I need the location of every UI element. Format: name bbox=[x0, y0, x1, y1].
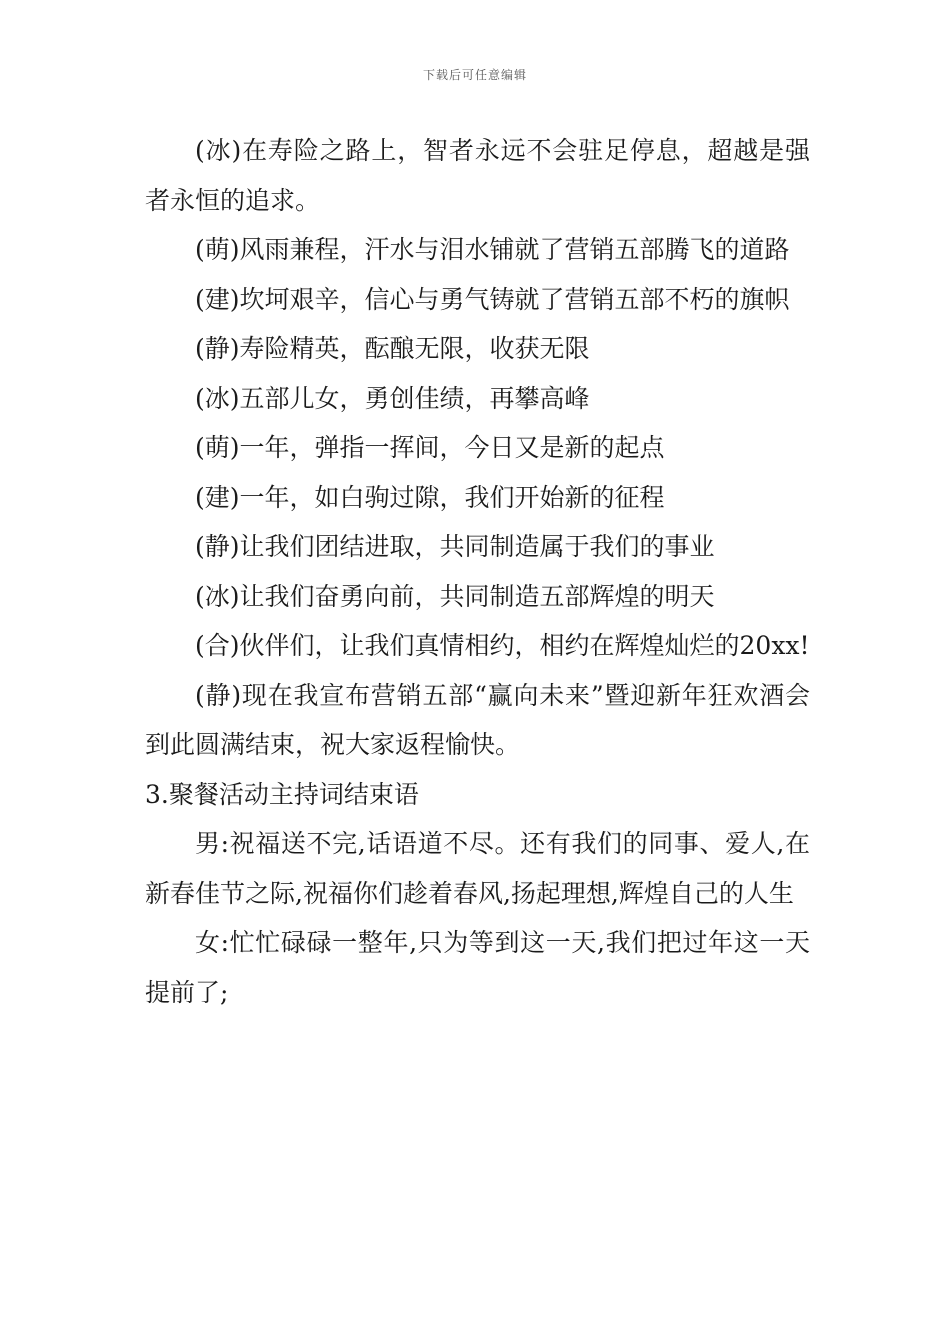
paragraph: (冰)在寿险之路上，智者永远不会驻足停息，超越是强者永恒的追求。 bbox=[145, 136, 810, 215]
document-body bbox=[145, 126, 810, 1017]
paragraph: (冰)让我们奋勇向前，共同制造五部辉煌的明天 bbox=[195, 581, 715, 611]
paragraph: (静)寿险精英，酝酿无限，收获无限 bbox=[195, 334, 590, 363]
paragraph: (建)坎坷艰辛，信心与勇气铸就了营销五部不朽的旗帜 bbox=[195, 284, 790, 314]
section-heading: 3.聚餐活动主持词结束语 bbox=[145, 779, 419, 809]
page-header: 下载后可任意编辑 bbox=[422, 68, 527, 82]
paragraph: (萌)风雨兼程，汗水与泪水铺就了营销五部腾飞的道路 bbox=[195, 235, 790, 264]
paragraph: (合)伙伴们，让我们真情相约，相约在辉煌灿烂的20xx! bbox=[195, 631, 810, 660]
paragraph: 女:忙忙碌碌一整年,只为等到这一天,我们把过年这一天提前了; bbox=[145, 928, 810, 1007]
paragraph: (静)现在我宣布营销五部“赢向未来”暨迎新年狂欢酒会到此圆满结束，祝大家返程愉快。 bbox=[145, 680, 810, 759]
paragraph: 男:祝福送不完,话语道不尽。还有我们的同事、爱人,在新春佳节之际,祝福你们趁着春风,扬起理想,辉煌自己的人生 bbox=[145, 829, 810, 908]
paragraph: (萌)一年，弹指一挥间，今日又是新的起点 bbox=[195, 433, 665, 462]
paragraph: (冰)五部儿女，勇创佳绩，再攀高峰 bbox=[195, 383, 590, 413]
paragraph: (建)一年，如白驹过隙，我们开始新的征程 bbox=[195, 482, 665, 512]
paragraph: (静)让我们团结进取，共同制造属于我们的事业 bbox=[195, 532, 715, 561]
